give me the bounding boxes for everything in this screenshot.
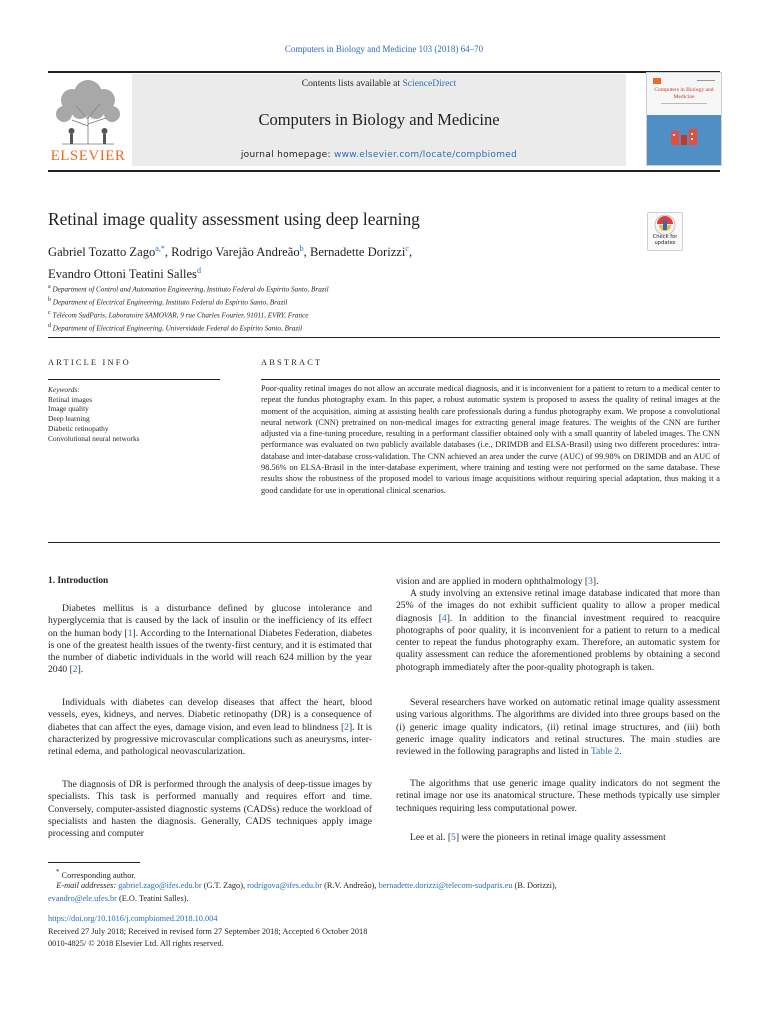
text-run: Several researchers have worked on automatic retinal image quality assessment using various algorithms. The algorithms are divided into three groups based on the (i) generic image quality indicators, (ii) retinal image structures, and (iii) both generic image quality indicators and retinal structures. The main studies are reviewed in the following paragraphs and listed in [396, 697, 720, 758]
body-paragraph [396, 832, 720, 844]
author-list [48, 240, 518, 283]
affiliation-mark: b [48, 297, 51, 304]
table-link[interactable]: Table 2 [590, 746, 620, 758]
body-paragraph: The algorithms that use generic image quality indicators do not segment the retinal image nor use its anatomical structure. These methods typically use simpler techniques requiring less computational power. [396, 778, 720, 814]
corresponding-mark: * [56, 869, 60, 876]
abstract-bottom-rule [48, 542, 720, 543]
keywords-label: Keywords: [48, 385, 80, 394]
affiliation-mark: c [48, 310, 51, 317]
doi-link[interactable]: https://doi.org/10.1016/j.compbiomed.2018.10.004 [48, 914, 218, 923]
author-affil-mark[interactable]: d [196, 265, 201, 275]
abstract-heading: ABSTRACT [261, 358, 323, 367]
elsevier-tree-icon [48, 74, 128, 146]
crossmark-icon [654, 214, 676, 236]
homepage-prefix: journal homepage: [240, 150, 334, 160]
journal-banner [132, 74, 626, 166]
cover-title: Computers in Biology and Medicine [654, 87, 714, 100]
citation-link[interactable]: 2 [344, 721, 349, 733]
author-affil-mark[interactable]: b [299, 244, 304, 253]
affiliation [48, 321, 608, 334]
email-owner: (R.V. Andreão), [322, 881, 379, 890]
homepage-line [132, 150, 626, 160]
article-info-heading: ARTICLE INFO [48, 358, 131, 367]
citation-link[interactable]: 4 [441, 612, 447, 624]
text-run: ]. According to the International Diabetes Federation, diabetes is one of the greatest health issues of the twenty-first century, and it is estimated that the number of diabetic individuals in the world will reach 624 million by the year 2040 [ [48, 627, 372, 676]
section-heading: 1. Introduction [48, 576, 109, 586]
text-run: ]. In addition to the financial investment required to reacquire photographs of poor quality, it is inconvenient for a patient to return to a medical center to repeat the fundus photography exam. Therefore, an automatic system for quality assessment can reduce the aforementioned problems by obtaining a second photograph immediately after the poor-quality photograph is taken. [396, 612, 720, 673]
body-paragraph: The diagnosis of DR is performed through the analysis of deep-tissue images by specialists. This task is performed manually and requires effort and time. Conversely, computer-assisted diagnostic systems (CADSs) reduce the workload of specialists and hasten the diagnosis. Generally, CADS techniques apply image processing and computer [48, 779, 372, 840]
copyright: 0010-4825/ © 2018 Elsevier Ltd. All rights reserved. [48, 939, 224, 948]
keyword: Deep learning [48, 414, 90, 424]
citation-link[interactable]: 2 [72, 664, 78, 676]
author-affil-mark[interactable]: c [405, 244, 409, 253]
keyword: Retinal images [48, 394, 93, 404]
affiliation-text: Department of Electrical Engineering, Universidade Federal do Espírito Santo, Brazil [52, 324, 303, 333]
abstract-text: Poor-quality retinal images do not allow an accurate medical diagnosis, and it is inconvenient for a patient to return to a medical center to repeat the fundus photography exam. In this paper, a robust automatic system is proposed to assess the quality of retinal images at the moment of the acquisition, aiming at assisting health care professionals during a fundus photography exam. We propose a convolutional neural network (CNN) pretrained on non-medical images for extracting general image features. The weights of the CNN are further adjusted via a fine-tuning procedure, resulting in a performant classifier obtained only with a small quantity of labeled images. The CNN performance was evaluated on two publicly available databases (i.e., DRIMDB and ELSA-Brasil) using two different procedures: intra-database and inter-database cross-validation. The CNN achieved an area under the curve (AUC) of 99.98% on DRIMDB and an AUC of 98.56% on ELSA-Brasil in the inter-database experiment, where training and testing were not performed on the same database. These results show the robustness of the proposed model to various image acquisitions without requiring special adaptation, thus making it a good candidate for use in operational clinical scenarios. [261, 384, 720, 495]
email-link[interactable]: rodrigova@ifes.edu.br [247, 881, 323, 890]
affiliation [48, 295, 608, 308]
corresponding-text: Corresponding author. [61, 870, 136, 880]
journal-citation[interactable]: Computers in Biology and Medicine 103 (2018) 64–70 [284, 44, 484, 54]
body-paragraph [396, 697, 720, 758]
contents-prefix: Contents lists available at [301, 78, 403, 89]
crossmark-label: Check for updates [652, 234, 678, 246]
text-run: Individuals with diabetes can develop diseases that affect the heart, blood vessels, eyes, kidneys, and nerves. Diabetic retinopathy (DR) is a consequence of diabetes that can affect the eyes, damage vision, and even lead to blindness [ [48, 697, 372, 733]
author: Gabriel Tozatto Zago [48, 245, 156, 260]
email-link[interactable]: gabriel.zago@ifes.edu.br [118, 881, 202, 890]
text-run: A study involving an extensive retinal image database indicated that more than 25% of the images do not exhibit sufficient quality to allow a proper medical diagnosis [ [396, 588, 720, 624]
sciencedirect-link[interactable]: ScienceDirect [402, 78, 457, 89]
text-run: Lee et al. [ [410, 832, 452, 843]
author-separator: , [408, 245, 413, 260]
crossmark-badge[interactable] [647, 212, 683, 251]
contents-line [132, 78, 626, 89]
email-link[interactable]: evandro@ele.ufes.br [48, 893, 117, 903]
journal-title: Computers in Biology and Medicine [258, 110, 500, 129]
keyword: Diabetic retinopathy [48, 423, 109, 433]
author: Bernadette Dorizzi [309, 245, 406, 260]
footnote-rule [48, 862, 140, 863]
header-top-rule [48, 71, 720, 73]
author-separator: , [303, 245, 310, 260]
cover-subtitle-line [661, 103, 707, 104]
body-paragraph [396, 588, 720, 674]
text-run: vision and are applied in modern ophthalmology [ [396, 576, 589, 587]
affiliation-text: Télécom SudParis, Laboratoire SAMOVAR, 9 rue Charles Fourier, 91011, EVRY, France [52, 311, 309, 320]
author-affil-mark[interactable]: a,* [155, 244, 165, 253]
keyword: Image quality [48, 404, 89, 414]
abstract-rule [261, 379, 720, 380]
cover-header-strip [653, 77, 715, 85]
author: Evandro Ottoni Teatini Salles [48, 266, 197, 281]
elsevier-wordmark: ELSEVIER [50, 148, 126, 164]
author-separator: , [164, 245, 172, 260]
citation-link[interactable]: 3 [588, 576, 593, 587]
text-run: ] were the pioneers in retinal image quality assessment [455, 832, 666, 843]
citation-link[interactable]: 5 [451, 832, 456, 843]
cover-image [647, 115, 721, 165]
email-addresses [48, 880, 720, 905]
text-run: ]. [77, 664, 84, 676]
cover-graphic-icon [647, 115, 721, 165]
body-paragraph [48, 603, 372, 677]
body-paragraph [48, 697, 372, 758]
journal-cover[interactable] [646, 72, 722, 166]
homepage-link[interactable]: www.elsevier.com/locate/compbiomed [333, 150, 518, 160]
header-bottom-rule [48, 170, 720, 172]
affiliation-text: Department of Electrical Engineering, Instituto Federal do Espírito Santo, Brazil [52, 298, 288, 307]
affiliation-rule [48, 337, 720, 338]
text-run: . [619, 746, 622, 758]
article-history: Received 27 July 2018; Received in revised form 27 September 2018; Accepted 6 October 2018 [48, 927, 368, 936]
email-label: E-mail addresses: [56, 881, 117, 890]
keyword: Convolutional neural networks [48, 433, 140, 443]
citation-link[interactable]: 1 [127, 627, 133, 639]
affiliation [48, 308, 608, 321]
article-info-rule [48, 379, 220, 380]
body-paragraph [396, 576, 720, 588]
email-owner: (G.T. Zago), [201, 881, 248, 890]
email-link[interactable]: bernadette.dorizzi@telecom-sudparis.eu [378, 881, 513, 890]
affiliations [48, 282, 608, 334]
text-run: Diabetes mellitus is a disturbance defined by glucose intolerance and hyperglycemia that is caused by the lack of insulin or the inefficiency of its effect on the human body [ [48, 603, 372, 639]
email-owner: (B. Dorizzi), [512, 881, 557, 890]
text-run: ]. [592, 576, 599, 587]
article-title: Retinal image quality assessment using deep learning [48, 209, 420, 229]
corresponding-author-note [56, 867, 136, 881]
author: Rodrigo Varejão Andreão [171, 245, 300, 260]
affiliation [48, 282, 608, 295]
affiliation-mark: a [48, 284, 51, 290]
affiliation-text: Department of Control and Automation Engineering, Instituto Federal do Espírito Santo, Brazil [52, 285, 329, 294]
affiliation-mark: d [48, 323, 51, 330]
elsevier-logo [48, 74, 128, 166]
keywords-block [48, 385, 220, 443]
text-run: ]. It is characterized by progressive microvascular complications such as aneurysms, inter-retinal edema, and pathological neovascularization. [48, 721, 372, 758]
email-owner: (E.O. Teatini Salles). [116, 893, 189, 903]
